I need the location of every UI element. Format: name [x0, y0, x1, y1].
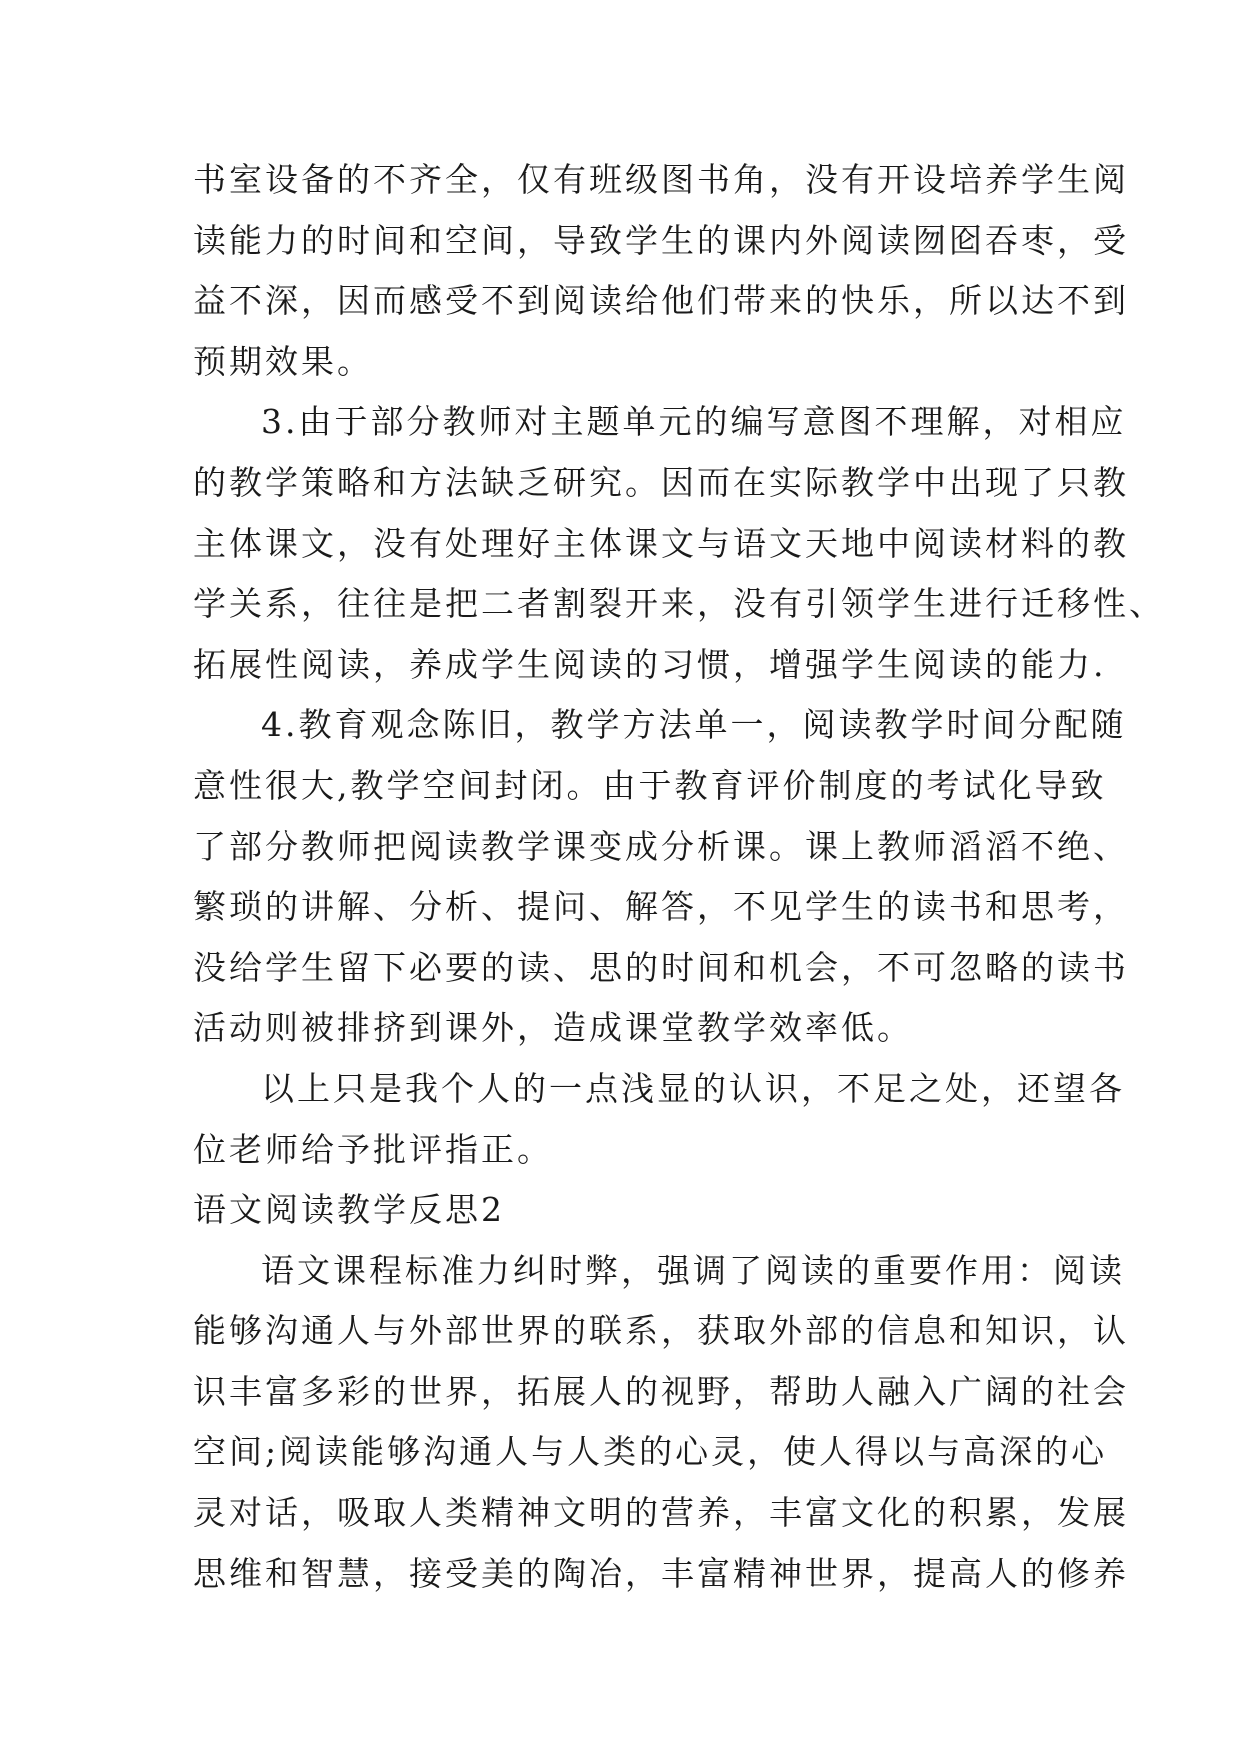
text-line: 读能力的时间和空间，导致学生的课内外阅读囫囵吞枣，受: [193, 220, 1129, 260]
text-line: 灵对话，吸取人类精神文明的营养，丰富文化的积累，发展: [193, 1493, 1129, 1533]
text-line: 空间;阅读能够沟通人与人类的心灵，使人得以与高深的心: [193, 1432, 1108, 1472]
document-body: [193, 150, 1165, 1604]
text-line: 了部分教师把阅读教学课变成分析课。课上教师滔滔不绝、: [193, 826, 1129, 866]
text-line: 益不深，因而感受不到阅读给他们带来的快乐，所以达不到: [193, 281, 1129, 321]
text-line: 主体课文，没有处理好主体课文与语文天地中阅读材料的教: [193, 523, 1129, 563]
text-line: 思维和智慧，接受美的陶冶，丰富精神世界，提高人的修养: [193, 1553, 1129, 1593]
text-line: 语文课程标准力纠时弊，强调了阅读的重要作用：阅读: [261, 1250, 1125, 1290]
text-line: 语文阅读教学反思2: [193, 1190, 505, 1230]
text-line: 以上只是我个人的一点浅显的认识，不足之处，还望各: [261, 1068, 1125, 1108]
text-line: 学关系，往往是把二者割裂开来，没有引领学生进行迁移性、: [193, 584, 1165, 624]
text-line: 识丰富多彩的世界，拓展人的视野，帮助人融入广阔的社会: [193, 1371, 1129, 1411]
text-line: 意性很大,教学空间封闭。由于教育评价制度的考试化导致: [193, 765, 1107, 805]
text-line: 书室设备的不齐全，仅有班级图书角，没有开设培养学生阅: [193, 160, 1129, 199]
text-line: 位老师给予批评指正。: [193, 1129, 553, 1169]
text-line: 活动则被排挤到课外，造成课堂教学效率低。: [193, 1008, 913, 1048]
text-line: 没给学生留下必要的读、思的时间和机会，不可忽略的读书: [193, 947, 1129, 987]
text-line: 拓展性阅读，养成学生阅读的习惯，增强学生阅读的能力.: [193, 644, 1107, 684]
text-line: 4.教育观念陈旧，教学方法单一，阅读教学时间分配随: [261, 705, 1127, 745]
text-line: 预期效果。: [193, 341, 373, 381]
text-line: 能够沟通人与外部世界的联系，获取外部的信息和知识，认: [193, 1311, 1129, 1351]
text-line: 的教学策略和方法缺乏研究。因而在实际教学中出现了只教: [193, 462, 1129, 502]
text-line: 3.由于部分教师对主题单元的编写意图不理解，对相应: [261, 402, 1127, 442]
text-line: 繁琐的讲解、分析、提问、解答，不见学生的读书和思考，: [193, 887, 1129, 927]
